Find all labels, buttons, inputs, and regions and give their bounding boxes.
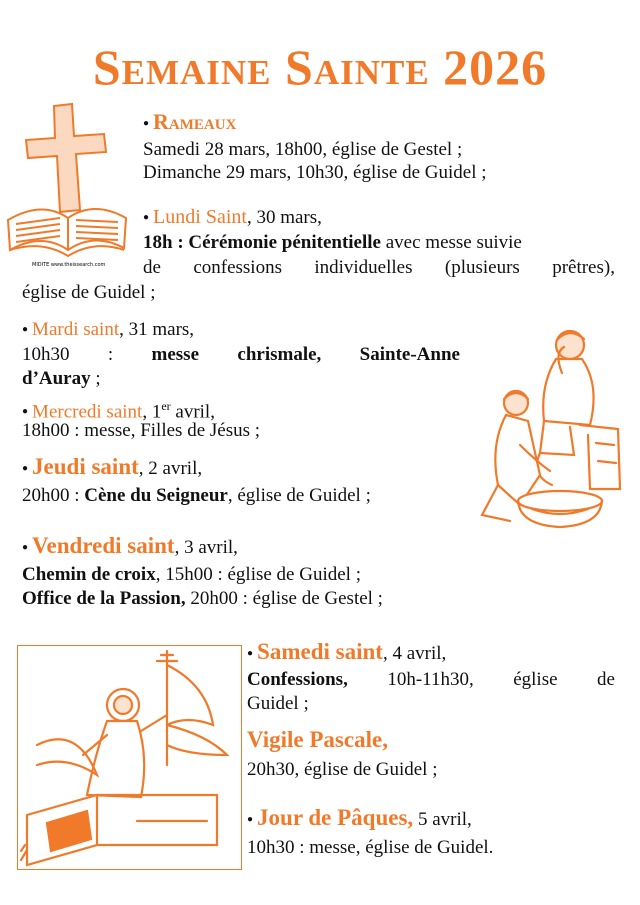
rameaux-heading-line — [143, 110, 236, 136]
paques-line-2: 10h30 : messe, église de Guidel. — [247, 837, 494, 858]
word: Sainte-Anne — [359, 344, 460, 365]
rameaux-line-2: Dimanche 29 mars, 10h30, église de Guidel ; — [143, 162, 487, 183]
bullet-icon: ● — [22, 406, 29, 418]
samedi-date: , 4 avril, — [382, 643, 447, 664]
mardi-line-3 — [22, 367, 101, 391]
bullet-icon: ● — [22, 324, 29, 335]
samedi-heading: Samedi saint — [257, 639, 383, 664]
paques-date: 5 avril, — [413, 809, 472, 830]
word: chrismale, — [237, 344, 322, 365]
bullet-icon: ● — [22, 463, 29, 474]
illustration-credit: MIDITE www.theissearch.com — [32, 262, 106, 268]
rameaux-heading: Rameaux — [153, 109, 237, 134]
word: de — [143, 257, 161, 278]
word: (plusieurs — [444, 257, 520, 278]
lundi-line-2 — [143, 231, 522, 255]
resurrection-illustration — [17, 645, 242, 870]
bullet-icon: ● — [247, 814, 254, 825]
mardi-heading-line — [22, 318, 194, 342]
jeudi-line-2 — [22, 484, 371, 508]
lundi-heading: Lundi Saint — [153, 206, 247, 228]
lundi-event-rest: avec messe suivie — [380, 232, 522, 253]
cross-book-illustration — [2, 100, 132, 270]
bullet-icon: ● — [143, 212, 150, 223]
foot-washing-illustration — [470, 325, 630, 535]
bullet-icon: ● — [22, 542, 29, 553]
mercredi-heading: Mercredi saint — [32, 401, 143, 423]
vendredi-event-1: Chemin de croix — [22, 564, 156, 585]
jeudi-date: , 2 avril, — [138, 458, 203, 479]
jeudi-heading: Jeudi saint — [32, 454, 139, 479]
vendredi-date: , 3 avril, — [174, 537, 238, 558]
paques-heading: Jour de Pâques, — [257, 805, 414, 830]
lundi-event: 18h : Cérémonie pénitentielle — [143, 232, 381, 253]
vigile-heading: Vigile Pascale, — [247, 727, 388, 752]
vendredi-event-2-rest: 20h00 : église de Gestel ; — [185, 588, 383, 609]
jeudi-place: , église de Guidel ; — [227, 485, 371, 506]
jeudi-time: 20h00 : — [22, 485, 85, 506]
mardi-place: d’Auray — [22, 368, 91, 389]
word: prêtres), — [552, 257, 615, 278]
mercredi-date: , 1 — [142, 401, 162, 423]
bullet-icon: ● — [143, 118, 150, 129]
vigile-line-2: 20h30, église de Guidel ; — [247, 759, 438, 780]
word: messe — [151, 344, 200, 365]
samedi-heading-line — [247, 640, 446, 666]
superscript: er — [161, 399, 171, 413]
vendredi-event-2: Office de la Passion, — [22, 588, 186, 609]
paques-heading-line — [247, 806, 472, 832]
bullet-icon: ● — [247, 648, 254, 659]
mardi-heading: Mardi saint — [32, 319, 120, 340]
lundi-date: , 30 mars, — [246, 207, 322, 228]
page-title: Semaine Sainte 2026 — [92, 39, 548, 95]
word: : — [107, 344, 114, 365]
rameaux-line-1: Samedi 28 mars, 18h00, église de Gestel ; — [143, 139, 463, 160]
lundi-line-4: église de Guidel ; — [22, 282, 156, 303]
vigile-heading-line — [247, 728, 388, 754]
word: 10h-11h30, — [387, 669, 474, 690]
word: église — [513, 669, 558, 690]
lundi-line-3 — [143, 256, 615, 280]
jeudi-heading-line — [22, 455, 202, 481]
word: individuelles — [314, 257, 413, 278]
vendredi-heading: Vendredi saint — [32, 533, 175, 558]
word: Confessions, — [247, 669, 348, 690]
mercredi-date-end: avril, — [170, 401, 215, 423]
word: de — [597, 669, 615, 690]
vendredi-event-1-rest: , 15h00 : église de Guidel ; — [155, 564, 361, 585]
vendredi-line-2 — [22, 563, 361, 587]
vendredi-heading-line — [22, 534, 238, 560]
word: confessions — [193, 257, 282, 278]
lundi-heading-line — [143, 205, 322, 230]
punctuation: ; — [90, 368, 101, 389]
word: 10h30 — [22, 344, 70, 365]
jeudi-event: Cène du Seigneur — [84, 485, 228, 506]
mardi-line-2 — [22, 343, 460, 367]
samedi-line-2 — [247, 668, 615, 692]
vendredi-line-3 — [22, 587, 383, 611]
mardi-date: , 31 mars, — [119, 319, 195, 340]
samedi-line-3: Guidel ; — [247, 693, 309, 714]
mercredi-line-2: 18h00 : messe, Filles de Jésus ; — [22, 420, 261, 441]
